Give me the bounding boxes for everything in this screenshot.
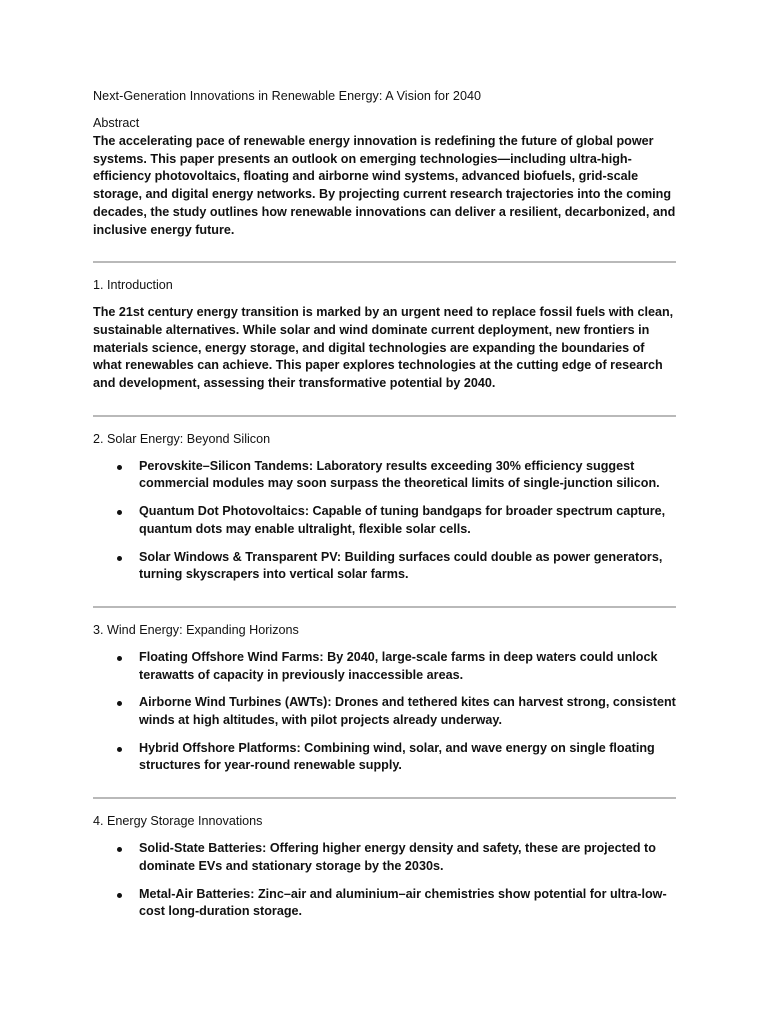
bullet-icon — [117, 656, 122, 661]
list-item — [93, 694, 676, 729]
list-item-text: Solar Windows & Transparent PV: Building surfaces could double as power generators, turning skyscrapers into vertical solar farms. — [139, 549, 663, 582]
list-item — [93, 886, 676, 921]
bullet-icon — [117, 893, 122, 898]
wind-bullet-list — [93, 649, 676, 775]
list-item — [93, 740, 676, 775]
bullet-icon — [117, 556, 122, 561]
list-item-text: Airborne Wind Turbines (AWTs): Drones and tethered kites can harvest strong, consistent winds at high altitudes, with pilot projects already underway. — [139, 695, 676, 728]
list-item-text: Metal-Air Batteries: Zinc–air and aluminium–air chemistries show potential for ultra-low-cost long-duration storage. — [139, 886, 667, 919]
list-item — [93, 503, 676, 538]
abstract-text: The accelerating pace of renewable energy innovation is redefining the future of global power systems. This paper presents an outlook on emerging technologies—including ultra-high-efficiency photovoltaics, floating and airborne wind systems, advanced biofuels, grid-scale storage, and digital energy networks. By projecting current research trajectories into the coming decades, the study outlines how renewable innovations can deliver a resilient, decarbonized, and inclusive energy future. — [93, 134, 676, 237]
section-divider — [93, 415, 676, 417]
storage-bullet-list — [93, 840, 676, 921]
section-heading-storage: 4. Energy Storage Innovations — [93, 814, 263, 829]
section-divider — [93, 606, 676, 608]
document-title: Next-Generation Innovations in Renewable Energy: A Vision for 2040 — [93, 89, 482, 103]
solar-bullet-list — [93, 458, 676, 584]
list-item — [93, 840, 676, 875]
list-item-text: Solid-State Batteries: Offering higher energy density and safety, these are projected to dominate EVs and stationary storage by the 2030s. — [139, 841, 656, 873]
section-heading-introduction: 1. Introduction — [93, 278, 173, 293]
bullet-icon — [117, 701, 122, 706]
section-heading-wind: 3. Wind Energy: Expanding Horizons — [93, 622, 299, 637]
bullet-icon — [117, 847, 122, 852]
list-item-text: Perovskite–Silicon Tandems: Laboratory results exceeding 30% efficiency suggest commercial modules may soon surpass the theoretical limits of single-junction silicon. — [139, 458, 660, 491]
bullet-icon — [117, 747, 122, 752]
list-item — [93, 549, 676, 584]
introduction-paragraph: The 21st century energy transition is marked by an urgent need to replace fossil fuels with clean, sustainable alternatives. While solar and wind dominate current deployment, new frontiers in materials science, energy storage, and digital technologies are expanding the boundaries of what renewables can achieve. This paper explores technologies at the cutting edge of research and development, assessing their transformative potential by 2040. — [93, 305, 674, 391]
section-heading-solar: 2. Solar Energy: Beyond Silicon — [93, 431, 271, 446]
list-item-text: Floating Offshore Wind Farms: By 2040, large-scale farms in deep waters could unlock terawatts of capacity in previously inaccessible areas. — [139, 649, 658, 682]
list-item — [93, 458, 676, 493]
list-item-text: Hybrid Offshore Platforms: Combining wind, solar, and wave energy on single floating structures for year-round renewable supply. — [139, 740, 655, 773]
section-divider — [93, 261, 676, 263]
section-divider — [93, 797, 676, 799]
bullet-icon — [117, 510, 122, 515]
abstract-label: Abstract — [93, 116, 140, 130]
list-item — [93, 649, 676, 684]
list-item-text: Quantum Dot Photovoltaics: Capable of tuning bandgaps for broader spectrum capture, quantum dots may enable ultralight, flexible solar cells. — [139, 504, 666, 536]
bullet-icon — [117, 465, 122, 470]
